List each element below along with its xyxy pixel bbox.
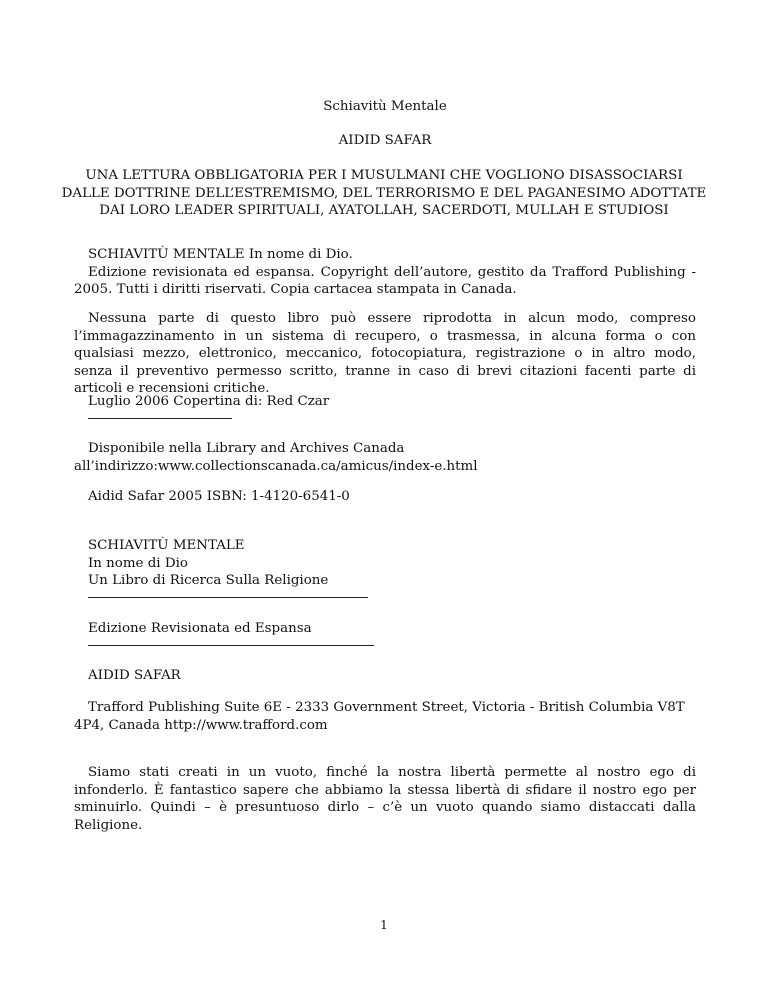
author-name: AIDID SAFAR [338,133,432,148]
rights-paragraph: Nessuna parte di questo libro può essere riprodotta in alcun modo, compreso l’immagazzinamento in un sistema di recupero, o trasmessa, in alcuna forma o con qualsiasi mezzo, elettronico, meccanico, fotocopiatura, registrazione o in altro modo, senza il preventivo permesso scritto, tranne in caso di brevi citazioni facenti parte di articoli e recensioni critiche. [74,311,696,396]
subtitle-line: UNA LETTURA OBBLIGATORIA PER I MUSULMANI CHE VOGLIONO DISASSOCIARSI [85,168,683,183]
subtitle-line: DALLE DOTTRINE DELL’ESTREMISMO, DEL TERRORISMO E DEL PAGANESIMO ADOTTATE [61,185,707,201]
cover-credit: Luglio 2006 Copertina di: Red Czar [88,394,330,409]
title-block-line-3: Un Libro di Ricerca Sulla Religione [88,573,329,588]
title-block [74,537,696,598]
closing-paragraph: Siamo stati creati in un vuoto, finché la nostra libertà permette al nostro ego di infonderlo. È fantastico sapere che abbiamo la stessa libertà di sfidare il nostro ego per sminuirlo. Quindi – è presuntuoso dirlo – c’è un vuoto quando siamo distaccati dalla Religione. [74,765,696,833]
separator-line [88,418,232,419]
isbn-line: Aidid Safar 2005 ISBN: 1-4120-6541-0 [88,489,350,504]
page-number: 1 [380,918,388,932]
edition-block [74,620,696,646]
title-block-line-2: In nome di Dio [88,555,188,571]
publisher-address: Trafford Publishing Suite 6E - 2333 Government Street, Victoria - British Columbia V8T 4P4, Canada http://www.trafford.com [74,700,685,733]
title-block-line-1: SCHIAVITÙ MENTALE [88,538,245,553]
separator-line [88,645,374,646]
library-block [74,440,696,475]
cover-block [74,393,696,419]
edition-line: Edizione Revisionata ed Espansa [88,621,312,636]
copyright-block [74,246,696,299]
separator-line [88,597,368,598]
copyright-line-1: SCHIAVITÙ MENTALE In nome di Dio. [88,247,353,262]
copyright-line-2: Edizione revisionata ed espansa. Copyright dell’autore, gestito da Trafford Publishing - 2005. Tutti i diritti riservati. Copia cartacea stampata in Canada. [74,264,696,297]
subtitle-line: DAI LORO LEADER SPIRITUALI, AYATOLLAH, SACERDOTI, MULLAH E STUDIOSI [99,203,669,218]
library-line-1: Disponibile nella Library and Archives Canada [88,441,405,456]
library-line-2: all’indirizzo:www.collectionscanada.ca/amicus/index-e.html [74,458,478,474]
subtitle [60,167,708,220]
book-title: Schiavitù Mentale [323,99,447,114]
author-repeat: AIDID SAFAR [88,668,181,683]
